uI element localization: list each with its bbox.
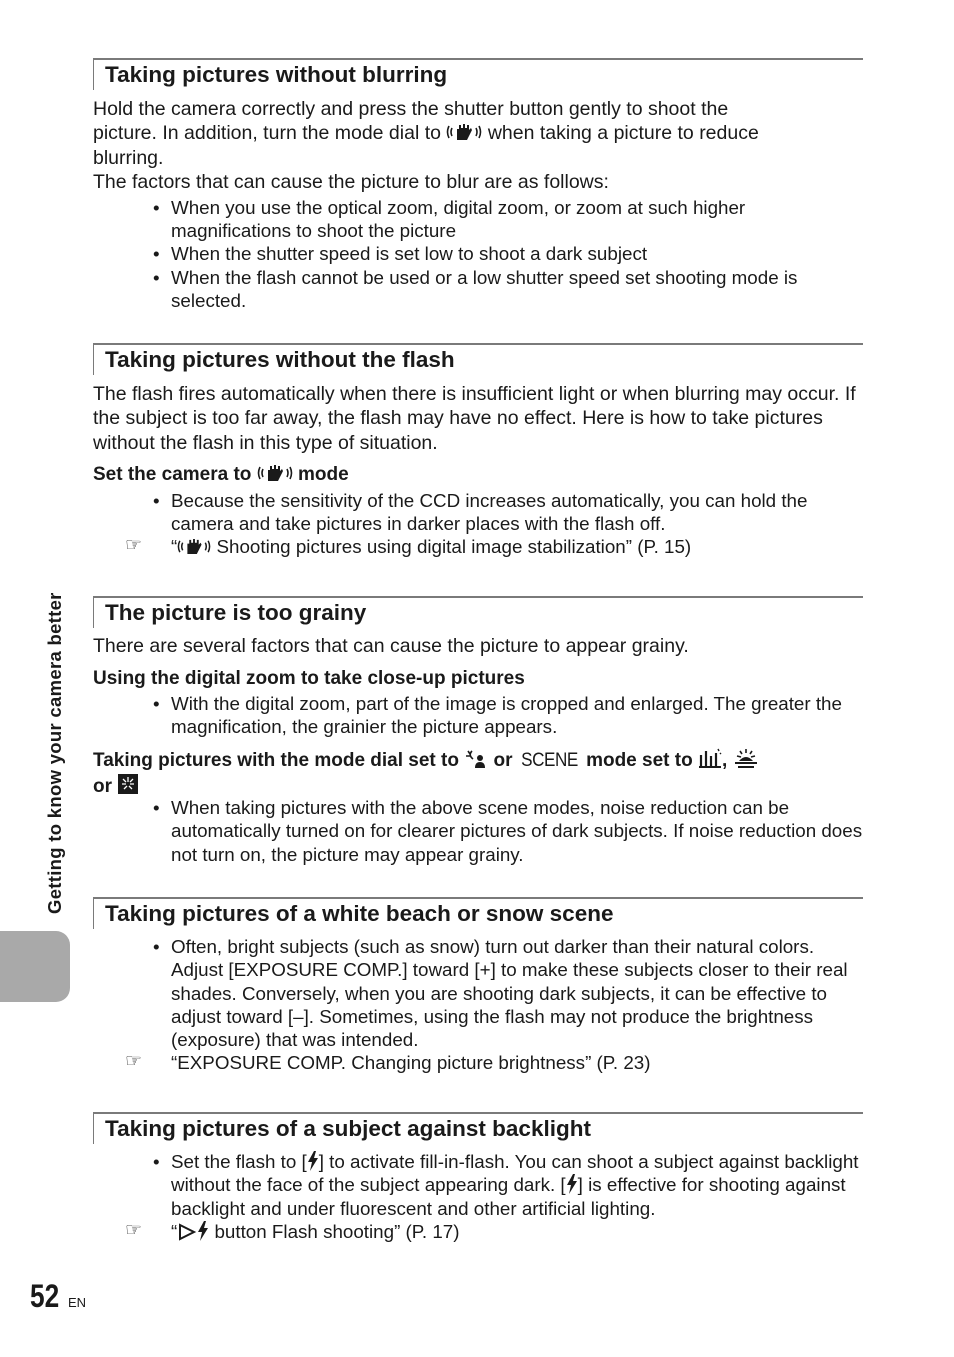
pointing-hand-icon: ☞ <box>125 1051 143 1072</box>
section-heading-grainy: The picture is too grainy <box>93 596 863 628</box>
pointing-hand-icon: ☞ <box>125 535 143 556</box>
flash-icon <box>566 1174 578 1194</box>
grainy-subheading-2: Taking pictures with the mode dial set to or SCENE mode set to , or <box>93 747 863 799</box>
image-stabilization-mode-icon <box>177 537 211 556</box>
right-arrow-icon <box>177 1223 197 1241</box>
fireworks-sunset-icon <box>733 747 759 769</box>
section-heading-flash: Taking pictures without the flash <box>93 343 863 375</box>
blur-paragraph: Hold the camera correctly and press the shutter button gently to shoot the picture. In addition, turn the mode dial to when taking a picture to reduce blurring. The factors that can cause the picture to blur are as follows: <box>93 98 759 193</box>
grainy-bullet-1: • With the digital zoom, part of the image is cropped and enlarged. The greater the magnification, the grainier the picture appears. <box>153 693 842 738</box>
night-scene-icon <box>698 747 722 769</box>
side-chapter-label: Getting to know your camera better <box>44 592 65 914</box>
image-stabilization-mode-icon <box>446 122 482 142</box>
page-language: EN <box>68 1295 87 1310</box>
flash-icon <box>197 1221 209 1241</box>
grainy-bullet-2: • When taking pictures with the above scene modes, noise reduction can be automatically turned on for clearer pictures of dark subjects. If noise reduction does not turn on, the picture may appear grainy. <box>153 797 863 865</box>
page-number: 52 <box>30 1278 60 1314</box>
section-heading-beach: Taking pictures of a white beach or snow scene <box>93 897 863 929</box>
grainy-paragraph: There are several factors that can cause the picture to appear grainy. <box>93 635 689 657</box>
flash-subheading: Set the camera to mode <box>93 464 349 485</box>
grainy-subheading-1: Using the digital zoom to take close-up pictures <box>93 668 525 689</box>
backlight-reference: ☞ “ button Flash shooting” (P. 17) <box>125 1220 460 1242</box>
blur-bullet-2: • When the shutter speed is set low to shoot a dark subject <box>153 243 648 264</box>
backlight-bullet-1: • Set the flash to [ ] to activate fill-in-flash. You can shoot a subject against backlight without the face of the subject appearing dark. [ ] is effective for shooting against backlight and under fluorescent and other artificial lighting. <box>153 1151 859 1219</box>
flash-icon <box>307 1151 319 1171</box>
pointing-hand-icon: ☞ <box>125 1220 143 1241</box>
flash-paragraph: The flash fires automatically when there is insufficient light or when blurring may occur. If the subject is too far away, the flash may have no effect. Here is how to take pictures without the flash in this type of situation. <box>93 383 856 454</box>
flash-bullet-1: • Because the sensitivity of the CCD increases automatically, you can hold the camera and take pictures in darker places with the flash off. <box>153 490 808 535</box>
scene-label: SCENE <box>520 750 578 771</box>
beach-bullet-1: • Often, bright subjects (such as snow) turn out darker than their natural colors. Adjust [EXPOSURE COMP.] toward [+] to make these subjects closer to their real shades. Conversely, when you are shooting dark subjects, it can be effective to adjust toward [–]. Sometimes, using the flash may not produce the brightness (exposure) that was intended. <box>153 936 848 1051</box>
chapter-tab <box>0 931 70 1002</box>
blur-bullet-3: • When the flash cannot be used or a low shutter speed set shooting mode is selected. <box>153 267 798 312</box>
image-stabilization-mode-icon <box>257 463 293 483</box>
flash-reference: ☞ “ Shooting pictures using digital image stabilization” (P. 15) <box>125 535 692 557</box>
blur-bullet-1: • When you use the optical zoom, digital zoom, or zoom at such higher magnifications to shoot the picture <box>153 197 746 242</box>
section-heading-blur: Taking pictures without blurring <box>93 58 863 90</box>
fireworks-icon <box>117 773 139 795</box>
night-portrait-icon <box>464 749 488 769</box>
beach-reference: ☞ “EXPOSURE COMP. Changing picture brightness” (P. 23) <box>125 1051 651 1073</box>
section-heading-backlight: Taking pictures of a subject against backlight <box>93 1112 863 1144</box>
